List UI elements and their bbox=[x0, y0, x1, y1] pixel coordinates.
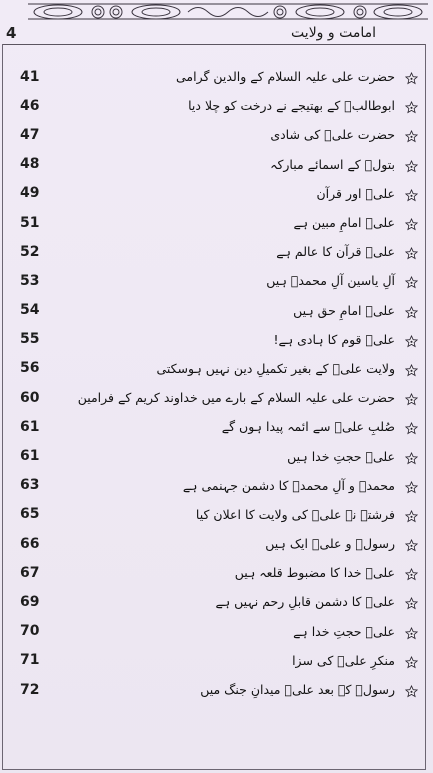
toc-entry[interactable] bbox=[20, 500, 418, 529]
star-bullet-icon bbox=[405, 683, 418, 696]
toc-entry-title: علیؑ حجتِ خدا ہے bbox=[293, 623, 395, 639]
toc-entry-label-group bbox=[78, 390, 418, 405]
page-number: 4 bbox=[6, 24, 17, 42]
toc-entry-label-group bbox=[235, 565, 418, 580]
toc-entry-label-group bbox=[276, 244, 418, 259]
toc-entry[interactable] bbox=[20, 558, 418, 587]
toc-entry-label-group bbox=[270, 157, 418, 172]
star-bullet-icon bbox=[405, 654, 418, 667]
table-of-contents bbox=[20, 62, 418, 704]
toc-entry-label-group bbox=[293, 215, 418, 230]
toc-entry-page-number: 55 bbox=[20, 331, 40, 348]
toc-entry[interactable] bbox=[20, 179, 418, 208]
toc-entry-label-group bbox=[316, 186, 418, 201]
toc-entry[interactable] bbox=[20, 62, 418, 91]
toc-entry-label-group bbox=[156, 361, 418, 376]
decorative-border-ornament bbox=[28, 2, 428, 22]
toc-entry-title: بتولؑ کے اسمائے مبارکہ bbox=[270, 156, 395, 172]
toc-entry-title: علیؑ قرآن کا عالم ہے bbox=[276, 244, 395, 260]
toc-entry-title: آلِ یاسین آلِ محمدؐ ہیں bbox=[266, 273, 395, 289]
toc-entry-label-group bbox=[265, 536, 418, 551]
toc-entry-title: رسولؐ کے بعد علیؑ میدانِ جنگ میں bbox=[200, 682, 395, 698]
star-bullet-icon bbox=[405, 128, 418, 141]
star-bullet-icon bbox=[405, 537, 418, 550]
toc-entry-title: حضرت علی علیہ السلام کے والدین گرامی bbox=[176, 69, 395, 85]
page-header bbox=[2, 22, 426, 45]
toc-entry[interactable] bbox=[20, 646, 418, 675]
toc-entry-label-group bbox=[292, 653, 418, 668]
star-bullet-icon bbox=[405, 245, 418, 258]
toc-entry-page-number: 67 bbox=[20, 564, 40, 581]
star-bullet-icon bbox=[405, 187, 418, 200]
toc-entry[interactable] bbox=[20, 237, 418, 266]
toc-entry-title: منکرِ علیؑ کی سزا bbox=[292, 652, 395, 668]
toc-entry-label-group bbox=[183, 478, 418, 493]
star-bullet-icon bbox=[405, 566, 418, 579]
toc-entry[interactable] bbox=[20, 383, 418, 412]
toc-entry-page-number: 46 bbox=[20, 97, 40, 114]
toc-entry-label-group bbox=[270, 127, 418, 142]
toc-entry[interactable] bbox=[20, 208, 418, 237]
toc-entry-title: علیؑ اور قرآن bbox=[316, 185, 395, 201]
toc-entry-page-number: 53 bbox=[20, 272, 40, 289]
star-bullet-icon bbox=[405, 508, 418, 521]
toc-entry-page-number: 61 bbox=[20, 448, 40, 465]
toc-entry-page-number: 54 bbox=[20, 302, 40, 319]
star-bullet-icon bbox=[405, 99, 418, 112]
toc-entry-label-group bbox=[293, 303, 418, 318]
toc-entry-page-number: 70 bbox=[20, 623, 40, 640]
star-bullet-icon bbox=[405, 420, 418, 433]
toc-entry-page-number: 71 bbox=[20, 652, 40, 669]
toc-entry-title: محمدؐ و آلِ محمدؐ کا دشمن جہنمی ہے bbox=[182, 477, 395, 493]
toc-entry-title: حضرت علیؑ کی شادی bbox=[270, 127, 395, 143]
toc-entry-title: فرشتے نے علیؑ کی ولایت کا اعلان کیا bbox=[195, 506, 395, 522]
toc-entry[interactable] bbox=[20, 441, 418, 470]
toc-entry-title: رسولؐ و علیؑ ایک ہیں bbox=[265, 536, 395, 552]
star-bullet-icon bbox=[405, 450, 418, 463]
toc-entry-page-number: 41 bbox=[20, 68, 40, 85]
toc-entry-title: ابوطالبؑ کے بھتیجے نے درخت کو چلا دیا bbox=[188, 98, 395, 114]
toc-entry[interactable] bbox=[20, 266, 418, 295]
star-bullet-icon bbox=[405, 625, 418, 638]
toc-entry-page-number: 63 bbox=[20, 477, 40, 494]
star-bullet-icon bbox=[405, 274, 418, 287]
star-bullet-icon bbox=[405, 158, 418, 171]
toc-entry-title: علیؑ امامِ حق ہیں bbox=[293, 302, 395, 318]
toc-entry[interactable] bbox=[20, 617, 418, 646]
toc-entry-title: حضرت علی علیہ السلام کے بارے میں خداوند کریم کے فرامین bbox=[77, 390, 395, 406]
toc-entry-label-group bbox=[293, 624, 418, 639]
toc-entry-page-number: 51 bbox=[20, 214, 40, 231]
toc-entry-label-group bbox=[200, 682, 418, 697]
toc-entry[interactable] bbox=[20, 296, 418, 325]
star-bullet-icon bbox=[405, 391, 418, 404]
toc-entry-title: علیؑ حجتِ خدا ہیں bbox=[287, 448, 395, 464]
running-title: امامت و ولایت bbox=[291, 25, 376, 41]
toc-entry-page-number: 61 bbox=[20, 418, 40, 435]
toc-entry-title: صُلبِ علیؑ سے ائمہ پیدا ہوں گے bbox=[221, 419, 395, 435]
toc-entry[interactable] bbox=[20, 120, 418, 149]
toc-entry-page-number: 69 bbox=[20, 593, 40, 610]
toc-entry-page-number: 72 bbox=[20, 681, 40, 698]
toc-entry-label-group bbox=[222, 419, 418, 434]
toc-entry-page-number: 60 bbox=[20, 389, 40, 406]
toc-entry[interactable] bbox=[20, 91, 418, 120]
toc-entry-page-number: 65 bbox=[20, 506, 40, 523]
toc-entry[interactable] bbox=[20, 150, 418, 179]
toc-entry-page-number: 49 bbox=[20, 185, 40, 202]
toc-entry-title: علیؑ کا دشمن قابلِ رحم نہیں ہے bbox=[215, 594, 395, 610]
toc-entry-title: علیؑ قوم کا ہادی ہے! bbox=[273, 331, 395, 347]
toc-entry-label-group bbox=[188, 98, 418, 113]
toc-entry[interactable] bbox=[20, 325, 418, 354]
toc-entry[interactable] bbox=[20, 354, 418, 383]
toc-entry-title: ولایت علیؑ کے بغیر تکمیلِ دین نہیں ہوسکتی bbox=[156, 360, 395, 376]
star-bullet-icon bbox=[405, 304, 418, 317]
toc-entry[interactable] bbox=[20, 412, 418, 441]
toc-entry-label-group bbox=[266, 273, 418, 288]
toc-entry-page-number: 48 bbox=[20, 156, 40, 173]
toc-entry-label-group bbox=[274, 332, 418, 347]
toc-entry[interactable] bbox=[20, 529, 418, 558]
toc-entry-label-group bbox=[176, 69, 418, 84]
toc-entry[interactable] bbox=[20, 675, 418, 704]
star-bullet-icon bbox=[405, 595, 418, 608]
star-bullet-icon bbox=[405, 479, 418, 492]
toc-entry-label-group bbox=[287, 449, 418, 464]
toc-entry-page-number: 66 bbox=[20, 535, 40, 552]
star-bullet-icon bbox=[405, 362, 418, 375]
toc-entry-title: علیؑ خدا کا مضبوط قلعہ ہیں bbox=[234, 565, 395, 581]
toc-entry[interactable] bbox=[20, 471, 418, 500]
toc-entry-page-number: 56 bbox=[20, 360, 40, 377]
toc-entry[interactable] bbox=[20, 587, 418, 616]
star-bullet-icon bbox=[405, 216, 418, 229]
toc-entry-title: علیؑ امامِ مبین ہے bbox=[293, 215, 395, 231]
toc-entry-page-number: 52 bbox=[20, 243, 40, 260]
star-bullet-icon bbox=[405, 70, 418, 83]
toc-entry-label-group bbox=[216, 594, 418, 609]
toc-entry-label-group bbox=[196, 507, 418, 522]
star-bullet-icon bbox=[405, 333, 418, 346]
toc-entry-page-number: 47 bbox=[20, 126, 40, 143]
